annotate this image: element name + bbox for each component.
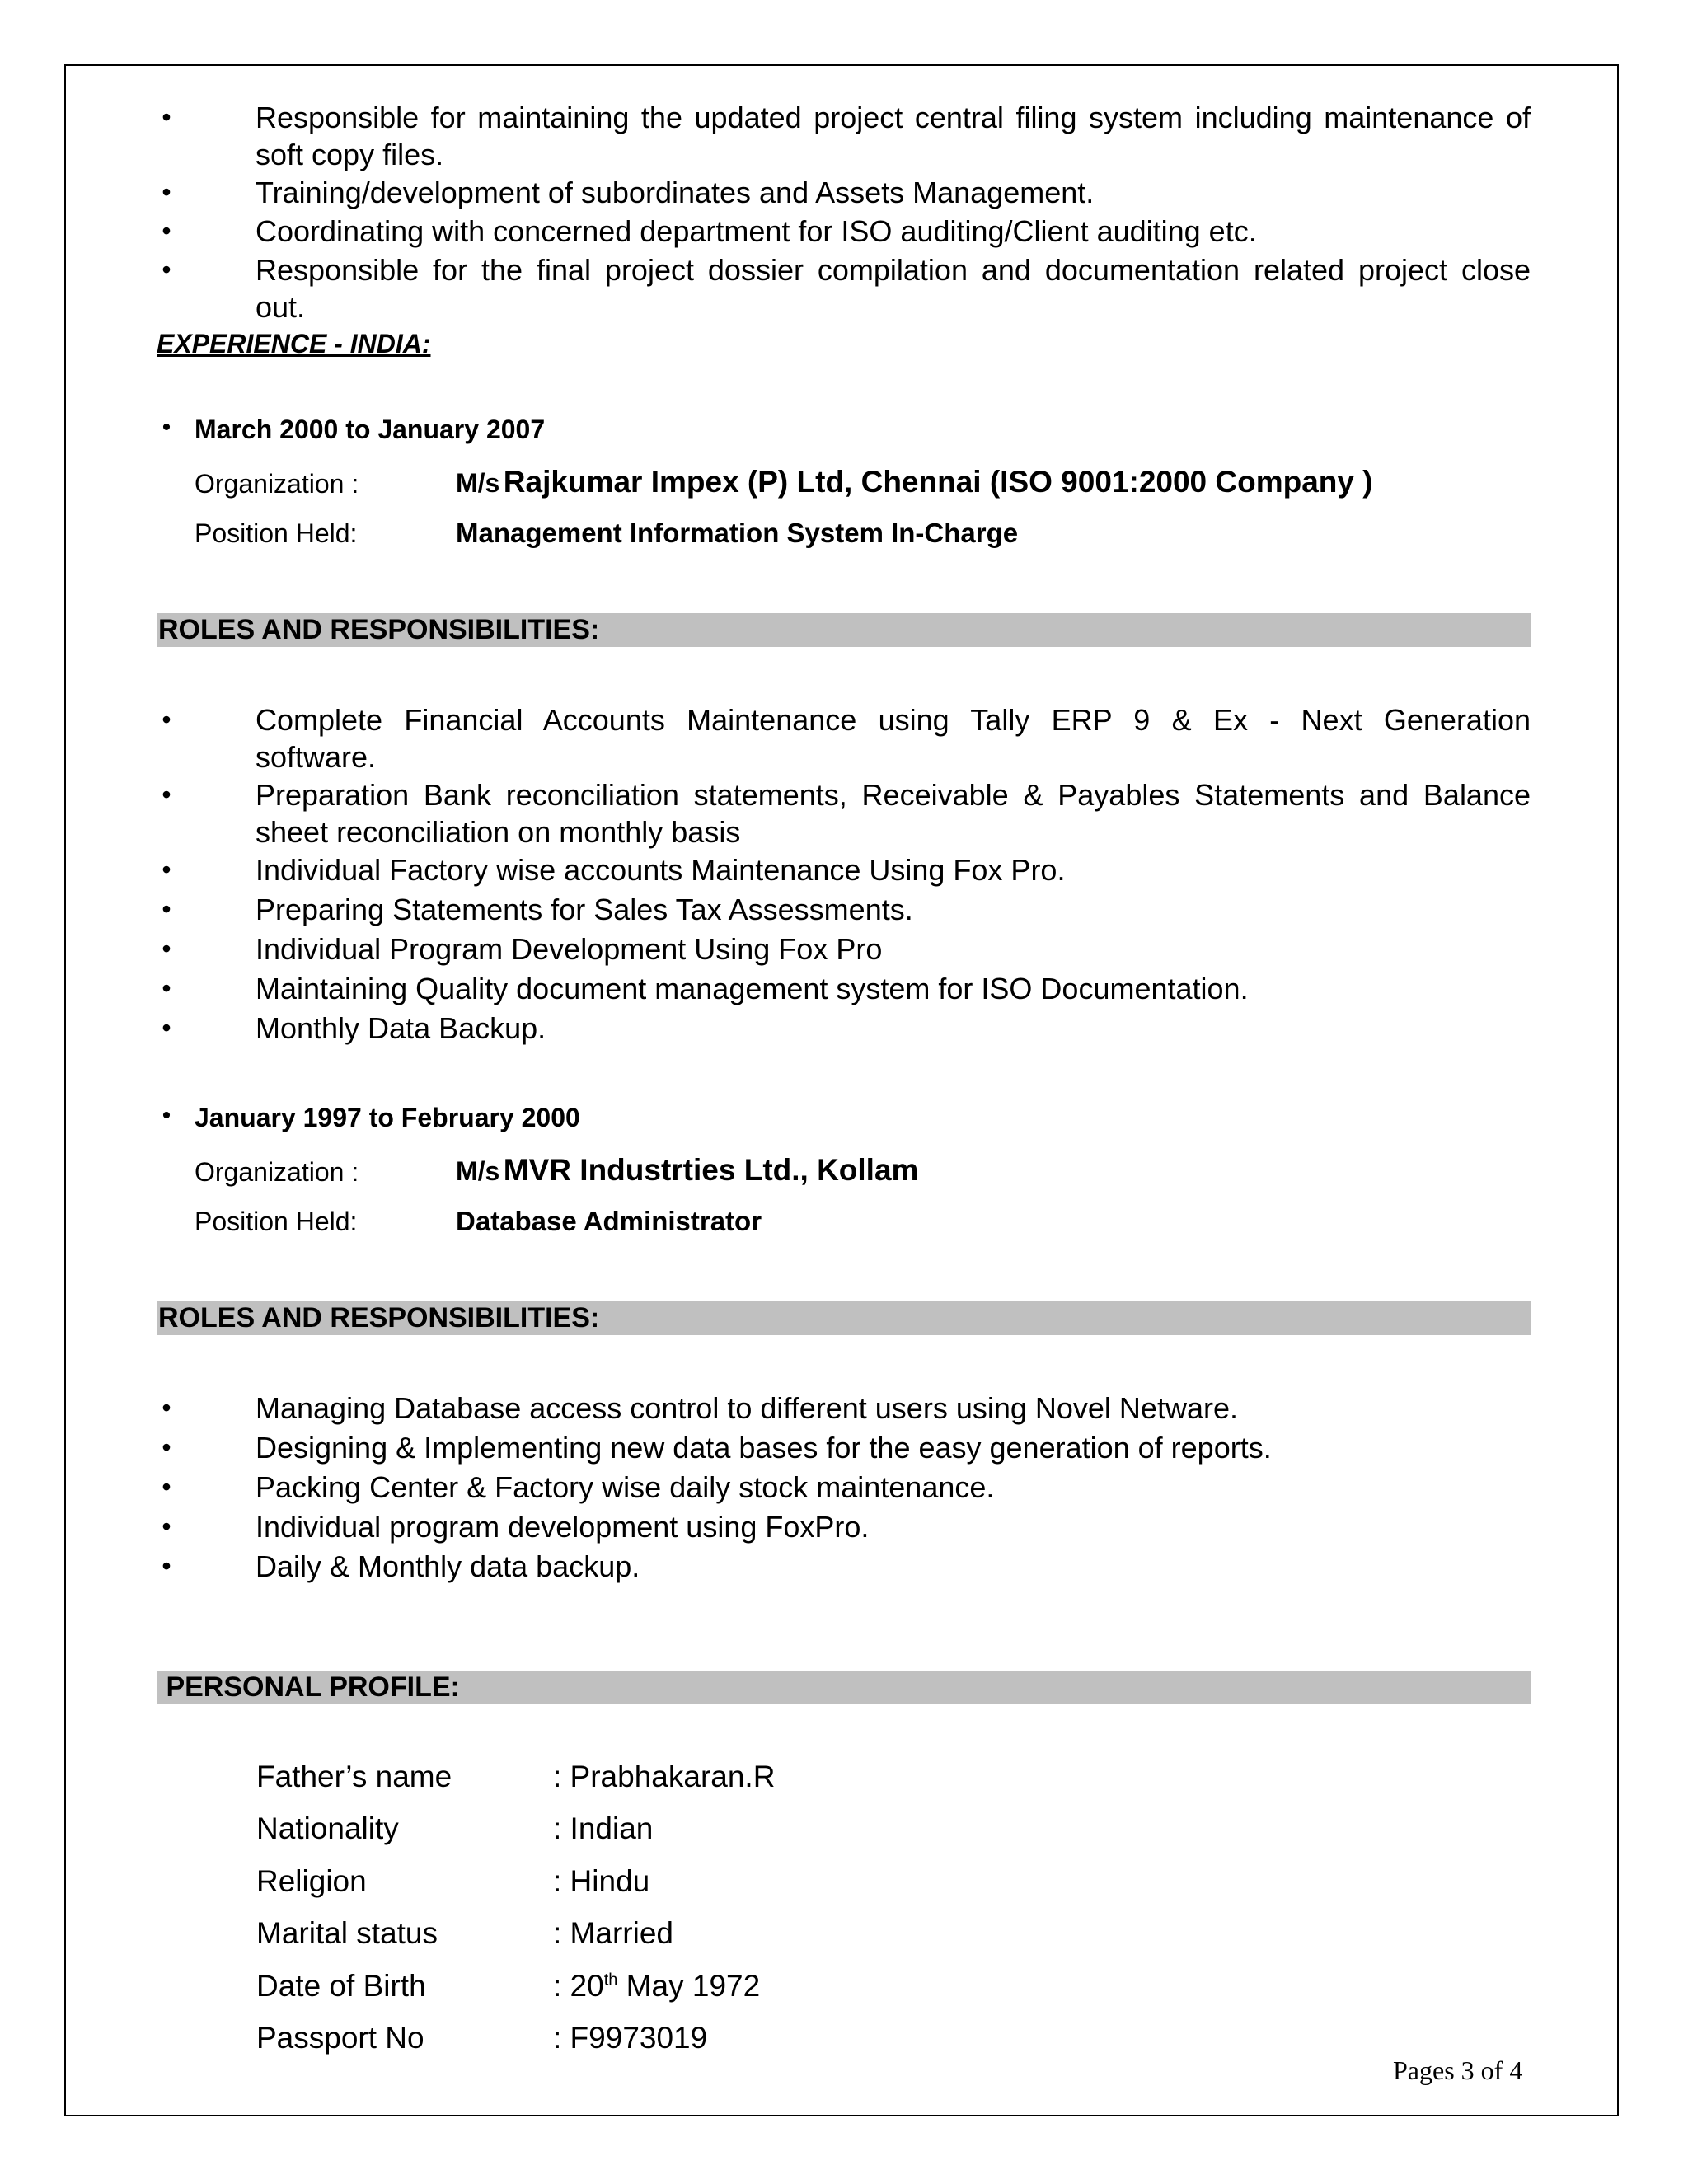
position-label: Position Held: <box>195 518 358 548</box>
bullet-icon: • <box>162 216 171 246</box>
page-number: Pages 3 of 4 <box>1393 2055 1523 2085</box>
position-value: Database Administrator <box>456 1206 762 1236</box>
list-item-text: Individual Program Development Using Fox Pro <box>256 932 883 966</box>
list-item-text: Designing & Implementing new data bases for the easy generation of reports. <box>256 1431 1272 1465</box>
bullet-icon: • <box>162 973 171 1003</box>
profile-value: : 20th May 1972 <box>553 1969 761 2003</box>
list-item-text: Individual Factory wise accounts Maintenance Using Fox Pro. <box>256 853 1066 887</box>
bullet-icon: • <box>162 855 171 884</box>
page-border <box>64 64 1619 2116</box>
organization-label: Organization : <box>195 1157 359 1187</box>
list-item-text: Preparation Bank reconciliation statements, Receivable & Payables Statements and Balance sheet reconciliation on monthly basis <box>256 778 1531 849</box>
bullet-icon: • <box>162 1393 171 1422</box>
bullet-icon: • <box>162 177 171 207</box>
list-item-text: Coordinating with concerned department for ISO auditing/Client auditing etc. <box>256 214 1257 248</box>
profile-value: : F9973019 <box>553 2021 708 2055</box>
profile-value: : Married <box>553 1916 673 1950</box>
profile-label: Date of Birth <box>256 1969 426 2003</box>
section-header: ROLES AND RESPONSIBILITIES: <box>157 613 1531 647</box>
profile-label: Nationality <box>256 1811 399 1845</box>
bullet-icon: • <box>162 1472 171 1502</box>
profile-label: Marital status <box>256 1916 438 1950</box>
bullet-icon: • <box>162 1511 171 1541</box>
bullet-icon: • <box>162 1432 171 1462</box>
profile-value: : Hindu <box>553 1864 650 1898</box>
list-item-text: Training/development of subordinates and Assets Management. <box>256 176 1095 209</box>
bullet-icon: • <box>162 414 171 441</box>
list-item-text: Monthly Data Backup. <box>256 1011 546 1045</box>
organization-value: M/s Rajkumar Impex (P) Ltd, Chennai (ISO 9001:2000 Company ) <box>456 465 1373 499</box>
profile-label: Religion <box>256 1864 367 1898</box>
list-item-text: Managing Database access control to different users using Novel Netware. <box>256 1391 1238 1425</box>
profile-value: : Prabhakaran.R <box>553 1760 776 1793</box>
bullet-icon: • <box>162 780 171 809</box>
list-item-text: Daily & Monthly data backup. <box>256 1549 640 1583</box>
list-item-text: Responsible for maintaining the updated project central filing system including maintenance of soft copy files. <box>256 101 1531 171</box>
profile-label: Father’s name <box>256 1760 452 1793</box>
position-label: Position Held: <box>195 1207 358 1236</box>
list-item-text: Maintaining Quality document management system for ISO Documentation. <box>256 972 1249 1005</box>
list-item-text: Individual program development using FoxPro. <box>256 1510 870 1544</box>
profile-value: : Indian <box>553 1811 654 1845</box>
list-item-text: Responsible for the final project dossier compilation and documentation related project close out. <box>256 253 1531 324</box>
bullet-icon: • <box>162 705 171 734</box>
experience-heading: EXPERIENCE - INDIA: <box>157 329 431 359</box>
bullet-icon: • <box>162 1013 171 1043</box>
bullet-icon: • <box>162 1551 171 1581</box>
section-header: ROLES AND RESPONSIBILITIES: <box>157 1301 1531 1335</box>
list-item-text: Preparing Statements for Sales Tax Assessments. <box>256 893 913 926</box>
organization-value: M/s MVR Industrties Ltd., Kollam <box>456 1153 919 1187</box>
bullet-icon: • <box>162 894 171 924</box>
bullet-icon: • <box>162 934 171 963</box>
bullet-icon: • <box>162 1102 171 1129</box>
list-item-text: Complete Financial Accounts Maintenance using Tally ERP 9 & Ex - Next Generation software. <box>256 703 1531 774</box>
profile-label: Passport No <box>256 2021 424 2055</box>
bullet-icon: • <box>162 102 171 132</box>
position-value: Management Information System In-Charge <box>456 518 1019 548</box>
bullet-icon: • <box>162 255 171 284</box>
organization-label: Organization : <box>195 469 359 499</box>
list-item-text: Packing Center & Factory wise daily stock maintenance. <box>256 1470 995 1504</box>
section-header: PERSONAL PROFILE: <box>157 1671 1531 1704</box>
